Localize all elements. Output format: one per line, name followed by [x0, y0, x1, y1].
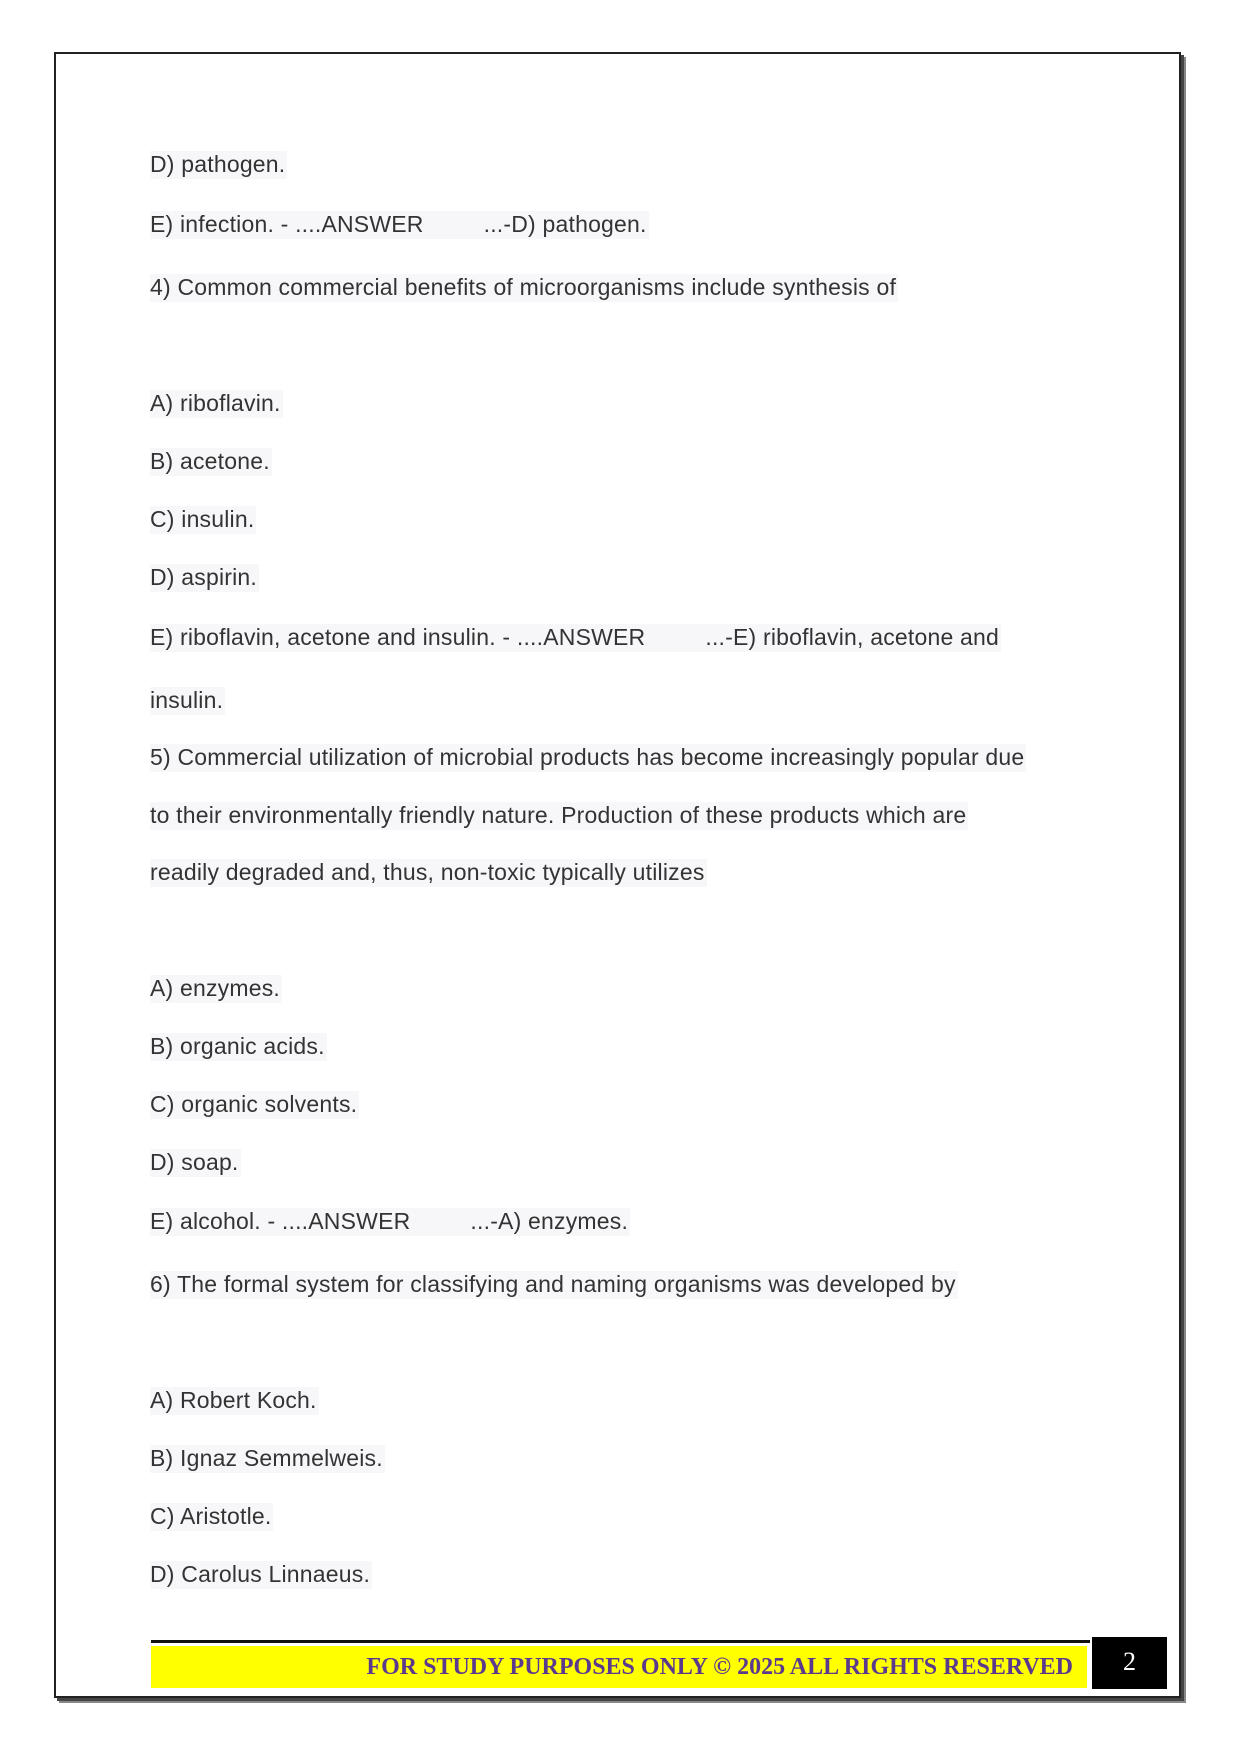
footer-notice: FOR STUDY PURPOSES ONLY © 2025 ALL RIGHTS RESERVED [151, 1646, 1087, 1688]
answer-line-q3 [150, 208, 649, 240]
q6-option-b: B) Ignaz Semmelweis. [150, 1445, 383, 1471]
q4-option-b: B) acetone. [150, 448, 270, 474]
q5-option-b: B) organic acids. [150, 1033, 325, 1059]
answer-line-q4 [150, 621, 1001, 653]
answer-line-q4-answer: ...-E) riboflavin, acetone and [705, 624, 1000, 650]
q4-option-c: C) insulin. [150, 506, 255, 532]
answer-line-q5-answer: ...-A) enzymes. [470, 1208, 629, 1234]
q4-option-d: D) aspirin. [150, 564, 258, 590]
answer-line-q4-option: E) riboflavin, acetone and insulin. - ....ANSWER [150, 624, 646, 650]
answer-line-q3-answer: ...-D) pathogen. [483, 211, 647, 237]
question-5-line-2: to their environmentally friendly nature. Production of these products which are [150, 802, 967, 828]
q6-option-a: A) Robert Koch. [150, 1387, 317, 1413]
question-5-line-1: 5) Commercial utilization of microbial products has become increasingly popular due [150, 744, 1025, 770]
q5-option-c: C) organic solvents. [150, 1091, 358, 1117]
q5-option-d: D) soap. [150, 1149, 239, 1175]
option-d-pathogen: D) pathogen. [150, 151, 286, 177]
question-4: 4) Common commercial benefits of microorganisms include synthesis of [150, 274, 897, 300]
q6-option-d: D) Carolus Linnaeus. [150, 1561, 371, 1587]
question-6: 6) The formal system for classifying and naming organisms was developed by [150, 1271, 956, 1297]
q5-option-a: A) enzymes. [150, 975, 281, 1001]
page-number: 2 [1092, 1637, 1167, 1689]
answer-line-q5-option: E) alcohol. - ....ANSWER [150, 1208, 411, 1234]
question-5-line-3: readily degraded and, thus, non-toxic typically utilizes [150, 859, 705, 885]
answer-line-q5 [150, 1205, 630, 1237]
answer-line-q4-continued: insulin. [150, 687, 224, 713]
q4-option-a: A) riboflavin. [150, 390, 281, 416]
q6-option-c: C) Aristotle. [150, 1503, 272, 1529]
footer-rule [151, 1640, 1090, 1643]
answer-line-q3-option: E) infection. - ....ANSWER [150, 211, 424, 237]
